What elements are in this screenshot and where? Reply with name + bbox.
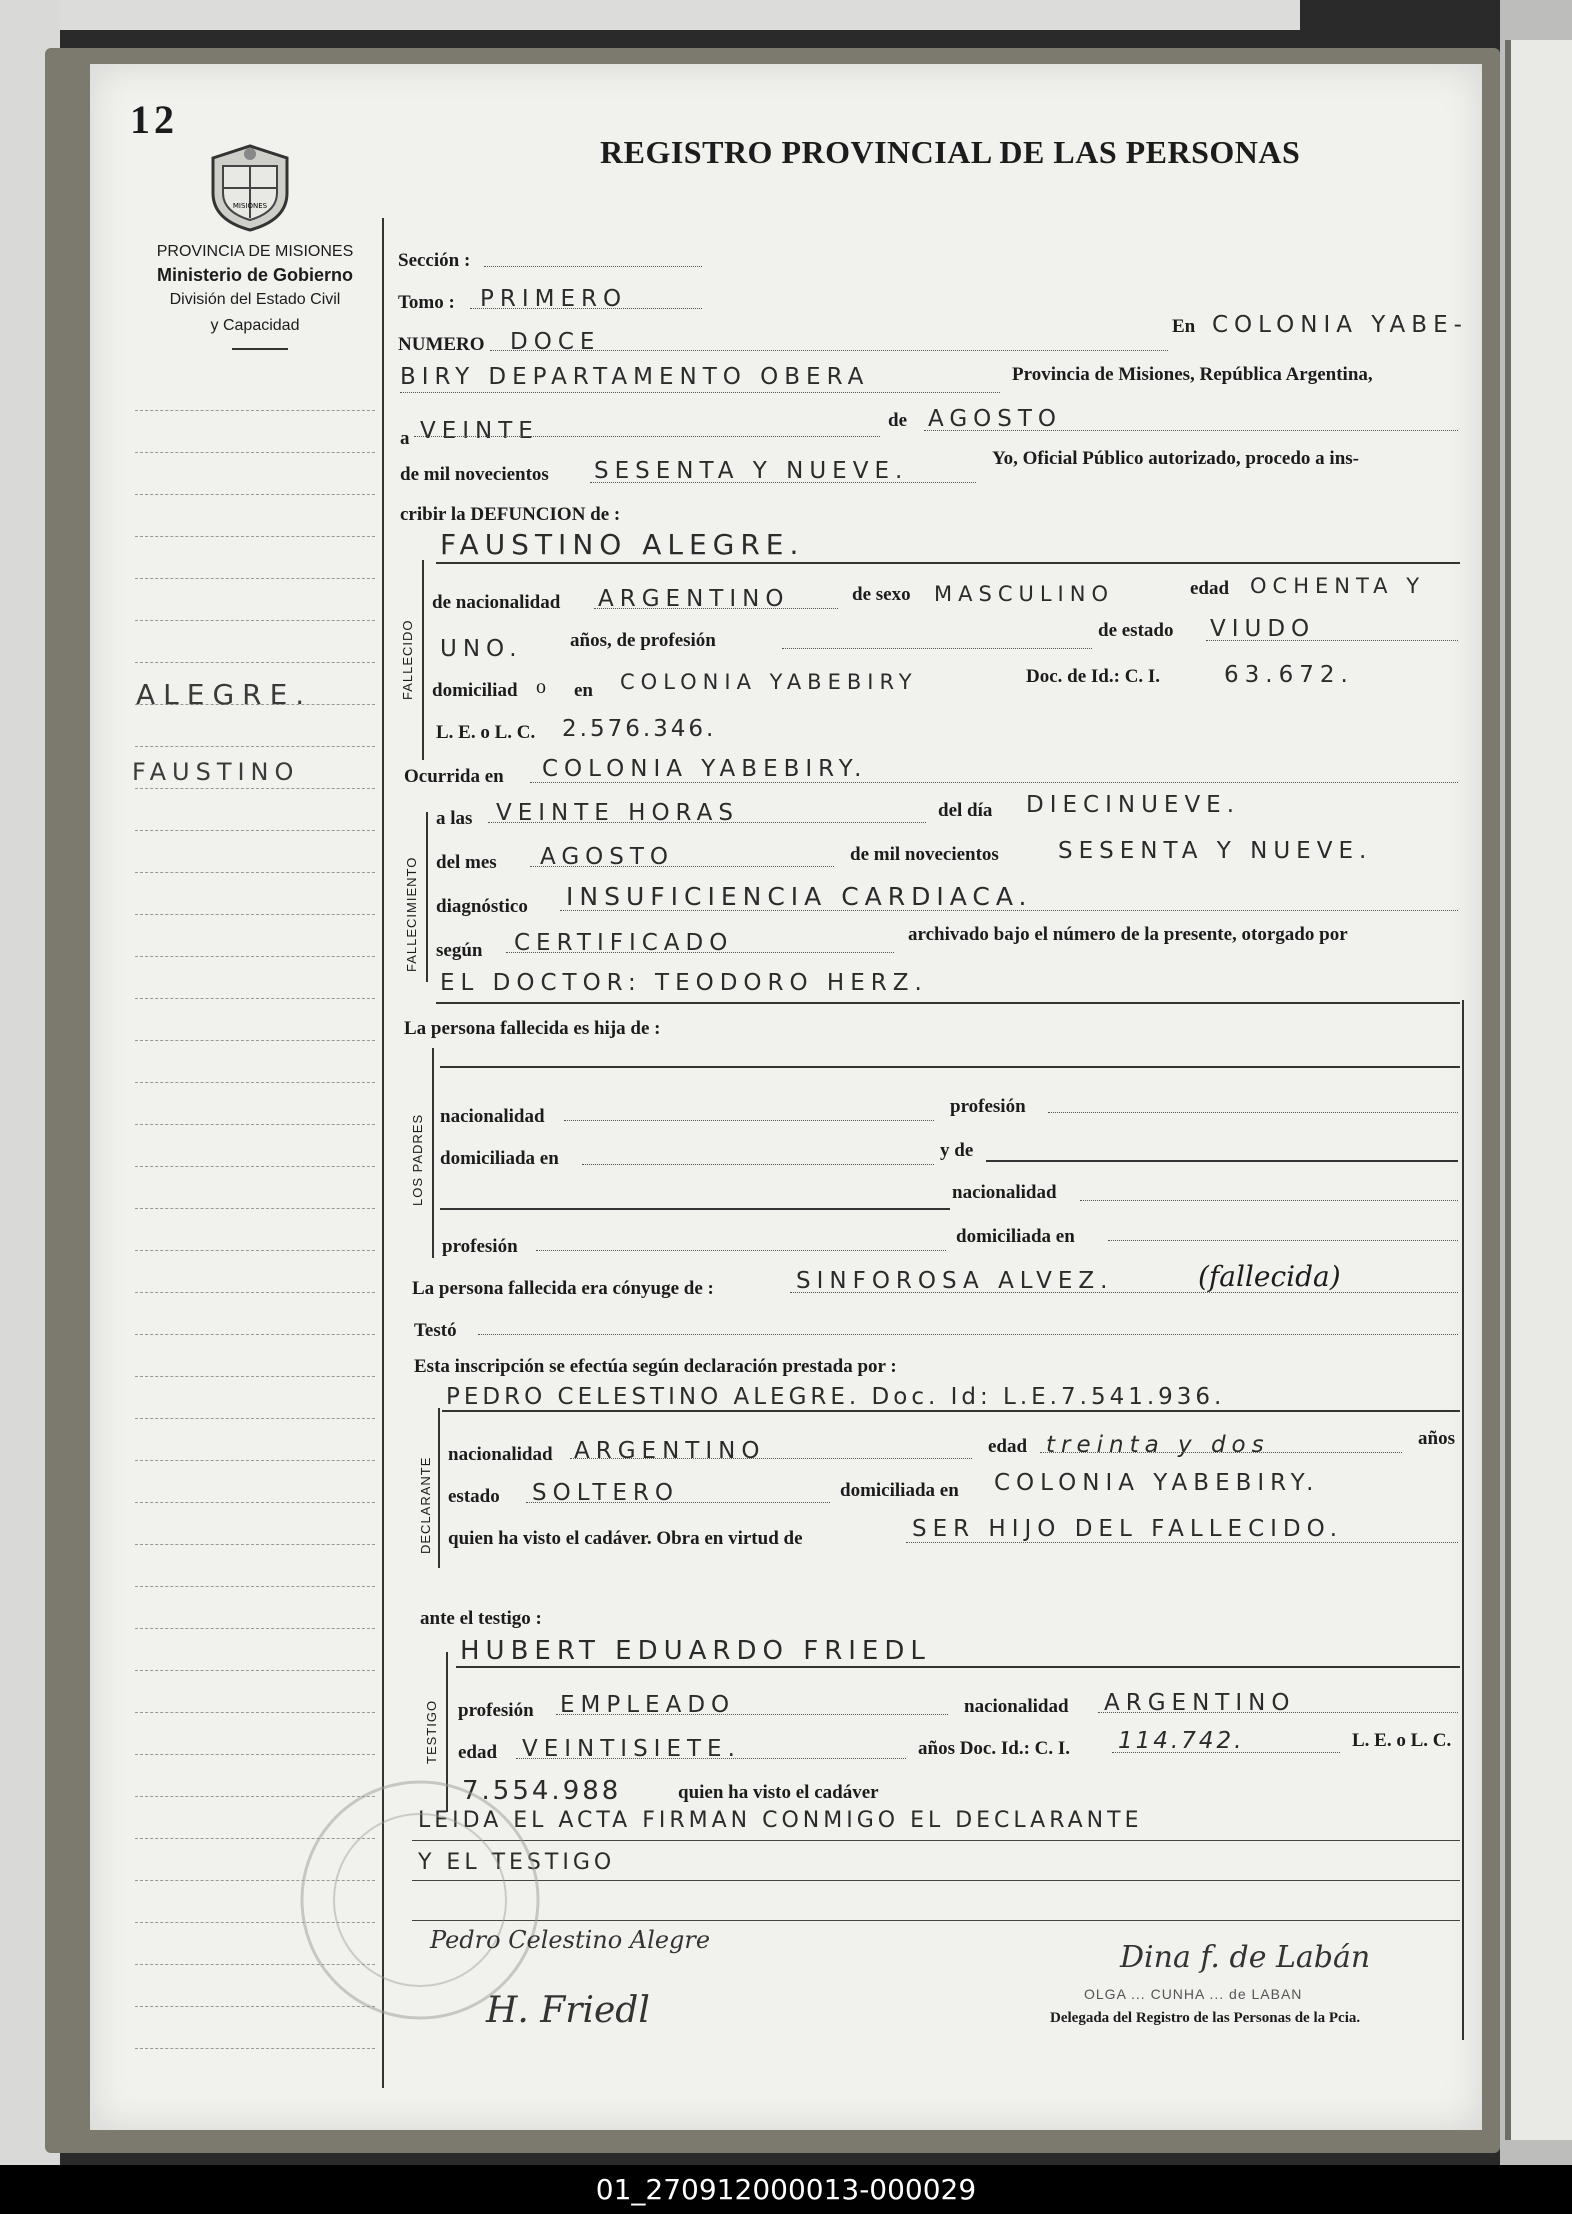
testigo-side-label: TESTIGO <box>424 1699 439 1764</box>
testigo-anos-label: años Doc. Id.: C. I. <box>918 1738 1071 1759</box>
ministry-label: Ministerio de Gobierno <box>156 265 353 285</box>
mes-fall-value: AGOSTO <box>540 844 675 870</box>
diagnostico-line <box>560 910 1458 911</box>
declarante-virtud-line <box>906 1542 1458 1543</box>
declarante-line <box>442 1410 1460 1412</box>
anio-value: SESENTA Y NUEVE. <box>594 458 909 484</box>
tomo-line <box>470 308 702 309</box>
margin-rule <box>135 788 375 789</box>
madre-nacionalidad-label: nacionalidad <box>952 1182 1057 1203</box>
sexo-label: de sexo <box>852 584 911 605</box>
estado-line <box>1206 640 1458 641</box>
edad-value: OCHENTA Y <box>1250 574 1426 598</box>
domicilio-value: COLONIA YABEBIRY <box>620 670 918 694</box>
image-caption: 01_270912000013-000029 <box>0 2165 1572 2214</box>
segun-value: CERTIFICADO <box>514 930 734 956</box>
conyuge-note: (fallecida) <box>1198 1260 1341 1293</box>
right-border-line <box>1462 1000 1464 2040</box>
margin-rule <box>135 1124 375 1125</box>
doc-id-label: Doc. de Id.: C. I. <box>1026 666 1161 687</box>
testigo-ci-value: 114.742. <box>1118 1728 1245 1754</box>
margin-rule <box>135 536 375 537</box>
margin-rule <box>135 1250 375 1251</box>
margin-rule <box>135 746 375 747</box>
en-value: COLONIA YABE- <box>1212 312 1468 338</box>
testigo-quien-label: quien ha visto el cadáver <box>678 1782 879 1803</box>
nota-line-1: LEIDA EL ACTA FIRMAN CONMIGO EL DECLARANTE <box>418 1808 1143 1833</box>
hora-value: VEINTE HORAS <box>496 800 739 826</box>
seccion-line <box>484 266 702 267</box>
deceased-name-line <box>436 562 1460 564</box>
mes-value: AGOSTO <box>928 406 1063 432</box>
declarante-domicilio-value: COLONIA YABEBIRY. <box>994 1470 1320 1496</box>
hija-de-label: La persona fallecida es hija de : <box>404 1018 661 1039</box>
padre-nacionalidad-line <box>564 1120 934 1121</box>
division-label: División del Estado Civil <box>169 291 341 308</box>
padre-domiciliada-line <box>582 1164 934 1165</box>
testigo-profesion-line <box>556 1714 948 1715</box>
diagnostico-label: diagnóstico <box>436 896 528 917</box>
le-lc-label: L. E. o L. C. <box>436 722 536 743</box>
margin-rule <box>135 1418 375 1419</box>
tomo-label: Tomo : <box>398 292 455 313</box>
margin-rule <box>135 1082 375 1083</box>
testigo-le-label: L. E. o L. C. <box>1352 1730 1452 1751</box>
margin-rule <box>135 1334 375 1335</box>
testigo-profesion-label: profesión <box>458 1700 534 1721</box>
numero-line <box>490 350 1168 351</box>
svg-text:MISIONES: MISIONES <box>232 202 268 210</box>
segun-line <box>506 952 894 953</box>
dia-value: VEINTE <box>420 418 539 444</box>
next-page-edge <box>1505 40 1572 2140</box>
coat-of-arms-icon <box>205 138 295 233</box>
margin-rule <box>135 1208 375 1209</box>
mes-fall-line <box>530 866 834 867</box>
margin-rule <box>135 410 375 411</box>
nota-line-2: Y EL TESTIGO <box>418 1850 616 1875</box>
margin-rule <box>135 1040 375 1041</box>
padre-name-line <box>440 1066 1460 1068</box>
seccion-label: Sección : <box>398 250 471 271</box>
inscripcion-label: Esta inscripción se efectúa según declaración prestada por : <box>414 1356 897 1377</box>
testigo-le-value: 7.554.988 <box>462 1776 622 1806</box>
ocurrida-value: COLONIA YABEBIRY. <box>542 756 868 782</box>
padre-profesion-line <box>1048 1112 1458 1113</box>
tomo-value: PRIMERO <box>480 286 628 312</box>
margin-rule <box>135 830 375 831</box>
madre-name-line <box>986 1160 1458 1162</box>
testo-label: Testó <box>414 1320 457 1341</box>
testigo-nacionalidad-value: ARGENTINO <box>1104 1690 1296 1716</box>
del-dia-label: del día <box>938 800 993 821</box>
declarante-edad-label: edad <box>988 1436 1028 1457</box>
madre-domiciliada-label: domiciliada en <box>956 1226 1075 1247</box>
provincia-label: Provincia de Misiones, República Argentina, <box>1012 364 1373 385</box>
padres-bracket <box>432 1048 436 1258</box>
madre-profesion-line <box>536 1250 946 1251</box>
page-title: REGISTRO PROVINCIAL DE LAS PERSONAS <box>600 134 1301 170</box>
a-label: a <box>400 428 410 449</box>
testigo-edad-label: edad <box>458 1742 498 1763</box>
padres-side-label: LOS PADRES <box>410 1113 425 1206</box>
header-divider <box>232 348 288 350</box>
del-mes-label: del mes <box>436 852 497 873</box>
delegada-label: Delegada del Registro de las Personas de la Pcia. <box>1050 2010 1361 2026</box>
numero-value: DOCE <box>510 329 601 355</box>
margin-given-name: FAUSTINO <box>132 758 300 786</box>
dia-line <box>414 436 880 437</box>
testigo-ci-line <box>1112 1752 1340 1753</box>
profesion-line <box>782 648 1092 649</box>
en-label: En <box>1172 316 1196 337</box>
declarante-virtud-value: SER HIJO DEL FALLECIDO. <box>912 1516 1344 1542</box>
le-lc-value: 2.576.346. <box>562 716 717 742</box>
margin-rule <box>135 1502 375 1503</box>
mes-line <box>924 430 1458 431</box>
margin-rule <box>135 452 375 453</box>
testo-line <box>478 1334 1458 1335</box>
margin-rule <box>135 1712 375 1713</box>
declarante-side-label: DECLARANTE <box>418 1456 433 1554</box>
margin-rule <box>135 1166 375 1167</box>
madre-profesion-label: profesión <box>442 1236 518 1257</box>
testigo-nacionalidad-label: nacionalidad <box>964 1696 1069 1717</box>
margin-rule <box>135 1292 375 1293</box>
margin-rule <box>135 1460 375 1461</box>
dia-fall-value: DIECINUEVE. <box>1026 792 1241 818</box>
declarante-estado-line <box>526 1502 830 1503</box>
declarante-estado-value: SOLTERO <box>532 1480 680 1506</box>
deceased-name: FAUSTINO ALEGRE. <box>440 528 805 561</box>
declarante-signature: Pedro Celestino Alegre <box>430 1926 711 1954</box>
archivado-label: archivado bajo el número de la presente, otorgado por <box>908 924 1348 945</box>
estado-value: VIUDO <box>1210 616 1316 642</box>
en-value-cont: BIRY DEPARTAMENTO OBERA <box>400 364 870 390</box>
margin-rule <box>135 1754 375 1755</box>
page-number: 12 <box>130 97 178 142</box>
margin-rule <box>135 1586 375 1587</box>
testigo-nacionalidad-line <box>1098 1712 1458 1713</box>
margin-rule <box>135 914 375 915</box>
margin-rule <box>135 1628 375 1629</box>
testigo-profesion-value: EMPLEADO <box>560 1692 736 1718</box>
margin-rule <box>135 998 375 999</box>
background-top <box>0 0 1300 30</box>
segun-label: según <box>436 940 483 961</box>
edad-value-cont: UNO. <box>440 636 523 662</box>
madre-domiciliada-line <box>1108 1240 1458 1241</box>
province-label: PROVINCIA DE MISIONES <box>156 243 354 260</box>
declarante-bracket <box>438 1408 442 1568</box>
fallecido-side-label: FALLECIDO <box>400 619 415 700</box>
testigo-edad-line <box>516 1758 906 1759</box>
margin-rule <box>135 494 375 495</box>
testigo-signature: H. Friedl <box>486 1990 650 2031</box>
de-mil2-label: de mil novecientos <box>850 844 999 865</box>
domiciliado-suffix: o <box>536 676 546 698</box>
declarante-domiciliada-label: domiciliada en <box>840 1480 959 1501</box>
margin-rule <box>135 620 375 621</box>
delegada-signature: Dina f. de Labán <box>1120 1940 1371 1975</box>
declarante-nacionalidad-label: nacionalidad <box>448 1444 553 1465</box>
ante-testigo-label: ante el testigo : <box>420 1608 542 1629</box>
a-las-label: a las <box>436 808 473 829</box>
ocurrida-label: Ocurrida en <box>404 766 504 787</box>
numero-label: NUMERO <box>398 334 485 355</box>
ci-value: 63.672. <box>1224 662 1354 688</box>
madre-name-line-2 <box>440 1208 950 1210</box>
inscribir-label: cribir la DEFUNCION de : <box>400 504 621 525</box>
hora-line <box>488 822 926 823</box>
fallecimiento-side-label: FALLECIMIENTO <box>404 856 419 972</box>
nacionalidad-value: ARGENTINO <box>598 586 790 612</box>
ocurrida-line <box>530 782 1458 783</box>
declarante-edad-value: treinta y dos <box>1046 1432 1270 1458</box>
testigo-line <box>456 1666 1460 1668</box>
nota-rule-1 <box>412 1840 1460 1841</box>
domiciliado-label: domiciliad <box>432 680 518 701</box>
margin-rule <box>135 956 375 957</box>
declarante-anos-label: años <box>1418 1428 1455 1449</box>
padre-domiciliada-label: domiciliada en <box>440 1148 559 1169</box>
anos-profesion-label: años, de profesión <box>570 630 716 651</box>
testigo-value: HUBERT EDUARDO FRIEDL <box>460 1636 931 1666</box>
estado-label: de estado <box>1098 620 1174 641</box>
declarante-edad-line <box>1040 1452 1402 1453</box>
capacity-label: y Capacidad <box>210 317 300 334</box>
padre-profesion-label: profesión <box>950 1096 1026 1117</box>
padre-nacionalidad-label: nacionalidad <box>440 1106 545 1127</box>
nacionalidad-label: de nacionalidad <box>432 592 561 613</box>
madre-nacionalidad-line <box>1080 1200 1458 1201</box>
anio-fall-value: SESENTA Y NUEVE. <box>1058 838 1373 864</box>
fallecido-bracket <box>422 560 426 760</box>
de-mil-label: de mil novecientos <box>400 464 549 485</box>
testigo-edad-value: VEINTISIETE. <box>522 1736 741 1762</box>
conyuge-label: La persona fallecida era cónyuge de : <box>412 1278 714 1299</box>
edad-label: edad <box>1190 578 1230 599</box>
en-cont-line <box>400 392 1000 393</box>
domicilio-en-label: en <box>574 680 593 701</box>
margin-rule <box>135 872 375 873</box>
margin-rule <box>135 2048 375 2049</box>
margin-rule <box>135 662 375 663</box>
conyuge-value: SINFOROSA ALVEZ. <box>796 1268 1114 1294</box>
conyuge-line <box>790 1292 1458 1293</box>
declarante-quien-label: quien ha visto el cadáver. Obra en virtud de <box>448 1528 803 1549</box>
margin-rule <box>135 578 375 579</box>
y-de-label: y de <box>940 1140 974 1161</box>
otorgado-value: EL DOCTOR: TEODORO HERZ. <box>440 970 928 996</box>
margin-rule <box>135 1670 375 1671</box>
margin-rule <box>135 1544 375 1545</box>
fallecimiento-bracket <box>426 812 430 982</box>
nacionalidad-line <box>594 608 838 609</box>
declarante-estado-label: estado <box>448 1486 500 1507</box>
de-label: de <box>888 410 907 431</box>
oficial-label: Yo, Oficial Público autorizado, procedo a ins- <box>992 448 1359 469</box>
otorgado-line <box>436 1002 1460 1004</box>
margin-surname: ALEGRE. <box>136 678 313 711</box>
declarante-value: PEDRO CELESTINO ALEGRE. Doc. Id: L.E.7.541.936. <box>446 1384 1226 1410</box>
margin-rule <box>135 1376 375 1377</box>
delegada-name-stamp: OLGA ... CUNHA ... de LABAN <box>1084 1986 1303 2002</box>
sexo-value: MASCULINO <box>934 582 1114 606</box>
anio-line <box>590 482 976 483</box>
declarante-nacionalidad-value: ARGENTINO <box>574 1438 766 1464</box>
nota-rule-2 <box>412 1880 1460 1881</box>
nota-rule-3 <box>412 1920 1460 1921</box>
declarante-nacionalidad-line <box>570 1458 972 1459</box>
diagnostico-value: INSUFICIENCIA CARDIACA. <box>566 882 1033 911</box>
